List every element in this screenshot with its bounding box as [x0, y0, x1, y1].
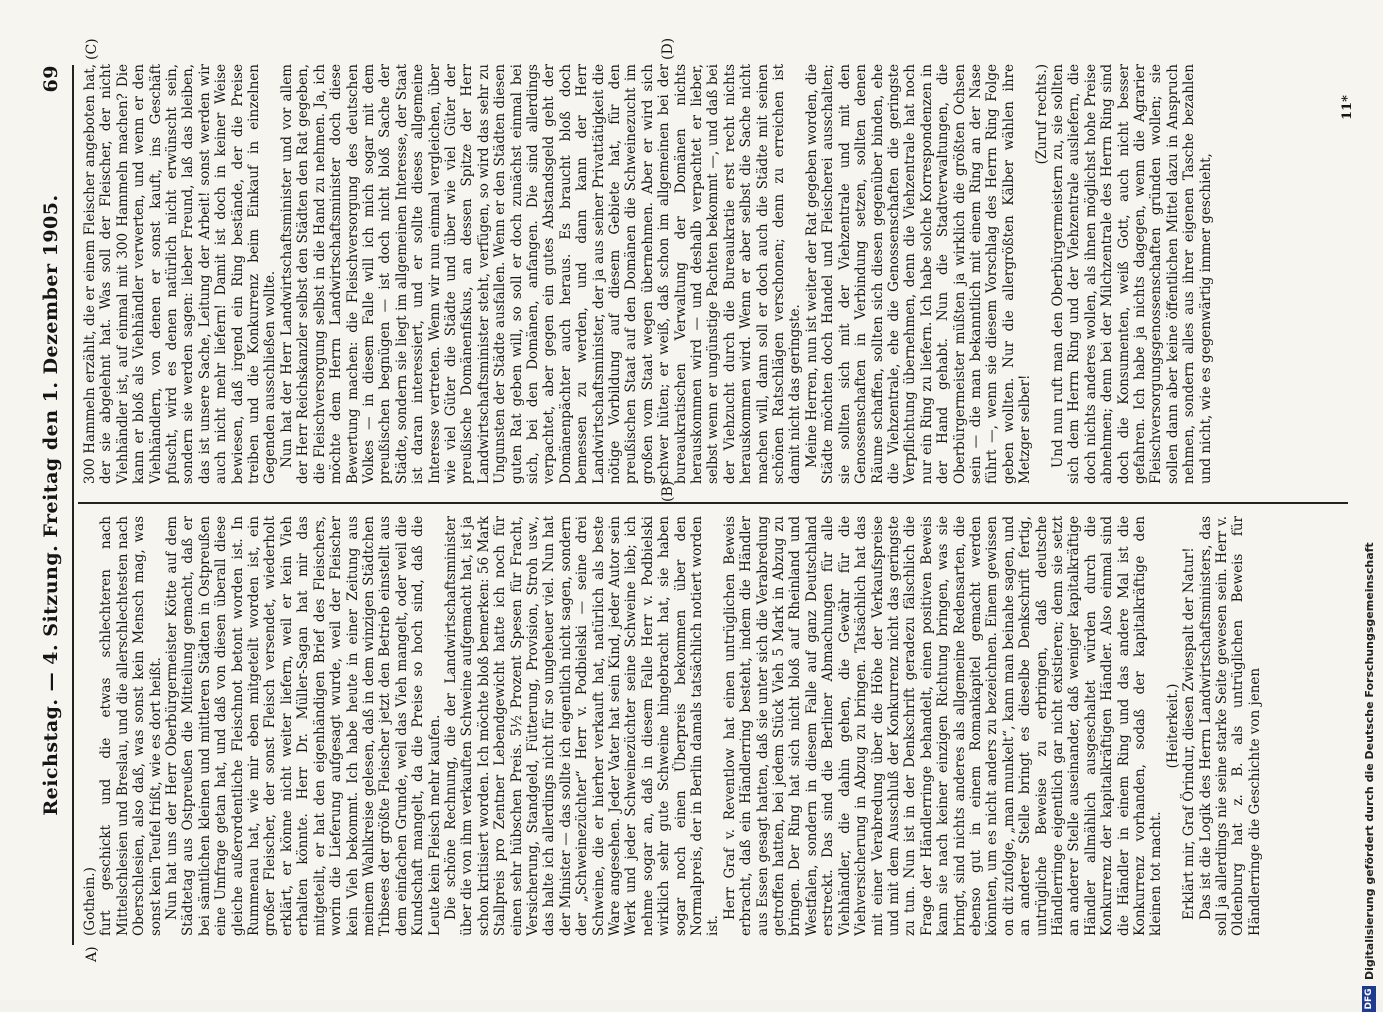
paragraph: Herr Graf v. Reventlow hat einen untrüglichen Beweis erbracht, daß ein Händlerring besteht, indem die Händler aus Essen gesagt hatten, daß sie unter sich die Verabredung getroffen hatten, bei jedem Stück Vieh 5 Mark in Abzug zu bringen. Der Ring hat sich nicht bloß auf Rheinland und Westfalen, sondern in diesem Falle auf ganz Deutschland erstreckt. Das sind die Berliner Abmachungen für alle Viehhändler, die dahin gehen, die Gewähr für die Viehversicherung in Abzug zu bringen. Tatsächlich hat das mit einer Verabredung über die Höhe der Verkaufspreise und mit dem Ausschluß der Konkurrenz nicht das geringste zu tun. Nun ist in der Denkschrift geradezu fälschlich die Frage der Händlerringe behandelt, einen positiven Beweis kann sie nach keiner einzigen Richtung bringen, was sie bringt, sind nichts anderes als allgemeine Redensarten, die ebenso gut in einem Romankapitel gemacht werden könnten, um es nicht anders zu bezeichnen. Einem gewissen on dit zufolge, „man munkelt“, kann man beinahe sagen, und an anderer Stelle bringt es dieselbe Denkschrift fertig, untrügliche Beweise zu erbringen, daß deutsche Händlerringe eigentlich gar nicht existieren; denn sie setzt an anderer Stelle auseinander, daß weniger kapitalkräftige Händler allmählich ausgeschaltet würden durch die Konkurrenz der kapitalkräftigen Händler. Also einmal sind die Händler in einem Ring und das andere Mal ist die Konkurrenz vorhanden, sodaß der kapitalkräftige den kleinen tot macht. [721, 516, 1165, 936]
credit-text: Digitalisierung gefördert durch die Deutsche Forschungsgemeinschaft [1363, 542, 1376, 980]
paragraph: (Heiterkeit.) [1164, 683, 1181, 769]
margin-mark-b: (B) [660, 480, 676, 502]
paragraph: Nun hat uns der Herr Oberbürgermeister Kötte auf dem Städtetag aus Ostpreußen die Mitteilung gemacht, daß er bei sämtlichen kleinen und mittleren Städten in Ostpreußen eine Umfrage getan hat, und daß von diesen überall diese gleiche außerordentliche Fleischnot betont worden ist. In Rummenau hat, wie mir eben mitgeteilt worden ist, ein großer Fleischer, der sonst Fleisch versendet, wiederholt erklärt, er könne nicht weiter liefern, weil er kein Vieh erhalten könnte. Herr Dr. Müller-Sagan hat mir das mitgeteilt, er hat den eigenhändigen Brief des Fleischers, worin die Lieferung aufgesagt wurde, weil der Fleischer kein Vieh bekommt. Ich habe heute in einer Zeitung aus meinem Wahlkreise gelesen, daß in dem winzigen Städtchen Tribsees der größte Fleischer jetzt den Betrieb einstellt aus dem einfachen Grunde, weil das Vieh mangelt, oder weil die Kundschaft mangelt, da die Preise so hoch sind, daß die Leute kein Fleisch mehr kaufen. [164, 516, 443, 936]
header-title: Reichstag. — 4. Sitzung. Freitag den 1. Dezember 1905. [40, 194, 62, 816]
page-header [40, 65, 68, 945]
paragraph: Die schöne Rechnung, die der Landwirtschaftsminister über die von ihm verkauften Schweine aufgemacht hat, ist ja schon kritisiert worden. Ich möchte bloß bemerken: 56 Mark Stallpreis pro Zentner Lebendgewicht hatte ich noch für einen sehr hübschen Preis. 5½ Prozent Spesen für Fracht, Versicherung, Standgeld, Fütterung, Provision, Stroh usw., das halte ich allerdings nicht für so ungeheuer viel. Nun hat der Minister — das sollte ich eigentlich nicht sagen, sondern der „Schweinezüchter“ Herr v. Podbielski — seine drei Schweine, die er hierher verkauft hat, natürlich als beste Ware angesehen. Jeder Vater hat sein Kind, jeder Autor sein Werk und jeder Schweinezüchter seine Schweine lieb; ich nehme sogar an, daß in diesem Falle Herr v. Podbielski wirklich sehr gute Schweine hingebracht hat, sie haben sogar noch einen Überpreis bekommen über den Normalpreis, der in Berlin damals tatsächlich notiert worden ist. [442, 516, 722, 936]
margin-mark-a: A) [84, 946, 100, 962]
header-rule [72, 65, 74, 945]
paragraph: Nun hat der Herr Landwirtschaftsminister und vor allem der Herr Reichskanzler selbst den Städten den Rat gegeben, die Fleischversorgung selbst in die Hand zu nehmen. Ja, ich möchte dem Herrn Landwirtschaftsminister doch diese Bewertung machen: die Fleischversorgung des deutschen Volkes — in diesem Falle will ich mich sogar mit dem preußischen begnügen — ist doch nicht bloß Sache der Städte, sondern sie liegt im allgemeinen Interesse, der Staat ist daran interessiert, und er sollte dieses allgemeine Interesse vertreten. Wenn wir nun einmal vergleichen, über wie viel Güter die Städte und über wie viel Güter der preußische Domänenfiskus, an dessen Spitze der Herr Landwirtschaftsminister steht, verfügen, so wird das sehr zu Ungunsten der Städte ausfallen. Wenn er den Städten diesen guten Rat geben will, so soll er doch zunächst einmal bei sich, bei den Domänen, anfangen. Die sind allerdings verpachtet, aber gegen ein gutes Abstandsgeld geht der Domänenpächter auch heraus. Es braucht bloß doch bemessen zu werden, und dann kann der Herr Landwirtschaftsminister, der ja aus seiner Privattätigkeit die nötige Vorbildung auf diesem Gebiete hat, für den preußischen Staat auf den Domänen die Schweinezucht im großen vom Staat wegen übernehmen. Aber er wird sich schwer hüten; er weiß, daß schon im allgemeinen bei der bureaukratischen Verwaltung der Domänen nichts herauskommen wird — und deshalb verpachtet er lieber, selbst wenn er ungünstige Pachten bekommt —, und daß bei der Viehzucht durch die Bureaukratie erst recht nichts herauskommen wird. Wenn er aber selbst die Sache nicht machen will, dann soll er doch auch die Städte mit seinen schönen Ratschlägen verschonen; denn zu erreichen ist damit nicht das geringste. [278, 64, 804, 484]
margin-mark-c: (C) [84, 38, 100, 60]
paragraph: Das ist die Logik des Herrn Landwirtschaftsministers, das soll ja allerdings nie seine starke Seite gewesen sein. Herr v. Oldenburg hat z. B. als untrüglichen Beweis für Händlerringe die Geschichte von jenen [1197, 516, 1263, 936]
digitization-credit [1363, 60, 1376, 980]
page-number: 69 [40, 65, 62, 93]
column-divider [78, 502, 1348, 504]
paragraph: Erklärt mir, Graf Örindur, diesen Zwiespalt der Natur! [1181, 547, 1198, 920]
paragraph: Meine Herren, nun ist weiter der Rat gegeben worden, die Städte möchten doch Handel und Fleischerei ausschalten; sie sollten sich mit der Viehzentrale und mit den Genossenschaften in Verbindung setzen, sollten denen Räume schaffen, sollten sich diesen gegenüber binden, ehe die Viehzentrale, ehe die Genossenschaften die geringste Verpflichtung übernehmen, denn die Viehzentrale hat noch nur ein Ring zu liefern. Ich habe solche Korrespondenzen in der Hand gehabt. Nun die Stadtverwaltungen, die Oberbürgermeister müßten ja wirklich die größten Ochsen sein — die man bekanntlich mit einem Ring an der Nase führt —, wenn sie diesem Vorschlag des Herrn Ring Folge geben wollten. Nur die allergrößten Kälber wählen ihre Metzger selber! [803, 64, 1034, 484]
margin-mark-d: (D) [660, 37, 676, 60]
left-text-column [82, 516, 1332, 936]
paragraph: (Gothein.) [82, 867, 98, 936]
signature-mark: 11* [1340, 95, 1355, 120]
dfg-logo: DFG [1362, 986, 1376, 1012]
paragraph: furt geschickt und die etwas schlechteren nach Mittelschlesien und Breslau, und die allerschlechtesten nach Oberschlesien, also daß, was sonst kein Mensch mag, was sonst kein Teufel frißt, wie es dort heißt. [98, 516, 164, 936]
paragraph: 300 Hammeln erzählt, die er einem Fleischer angeboten hat, der sie abgelehnt hat. Was soll der Fleischer, der nicht Viehhändler ist, auf einmal mit 300 Hammeln machen? Die kann er bloß als Viehhändler verwerten, und wenn er den Viehhändlern, von denen er sonst kauft, ins Geschäft pfuscht, wird es denen natürlich nicht erwünscht sein, sondern sie werden sagen: lieber Freund, laß das bleiben, das ist unsere Sache, Leitung der Arbeit! sonst werden wir auch nicht mehr liefern! Damit ist doch in keiner Weise bewiesen, daß irgend ein Ring bestände, der die Preise treiben und die Konkurrenz beim Einkauf in einzelnen Gegenden ausschließen wollte. [82, 64, 279, 484]
right-text-column [82, 64, 1332, 484]
paragraph: Und nun ruft man den Oberbürgermeistern zu, sie sollten sich dem Herrn Ring und der Viehzentrale ausliefern, die doch nichts anderes wollen, als ihnen möglichst hohe Preise abnehmen; denn bei der Milchzentrale des Herrn Ring sind doch die Konsumenten, weiß Gott, auch nicht besser gefahren. Ich habe ja nichts dagegen, wenn die Agrarier Fleischversorgungsgenossenschaften gründen wollen; sie sollen dann aber keine öffentlichen Mittel dazu in Anspruch nehmen, sondern alles aus ihrer eigenen Tasche bezahlen und nicht, wie es gegenwärtig immer geschieht, [1049, 64, 1214, 484]
paragraph: (Zuruf rechts.) [1033, 64, 1050, 165]
